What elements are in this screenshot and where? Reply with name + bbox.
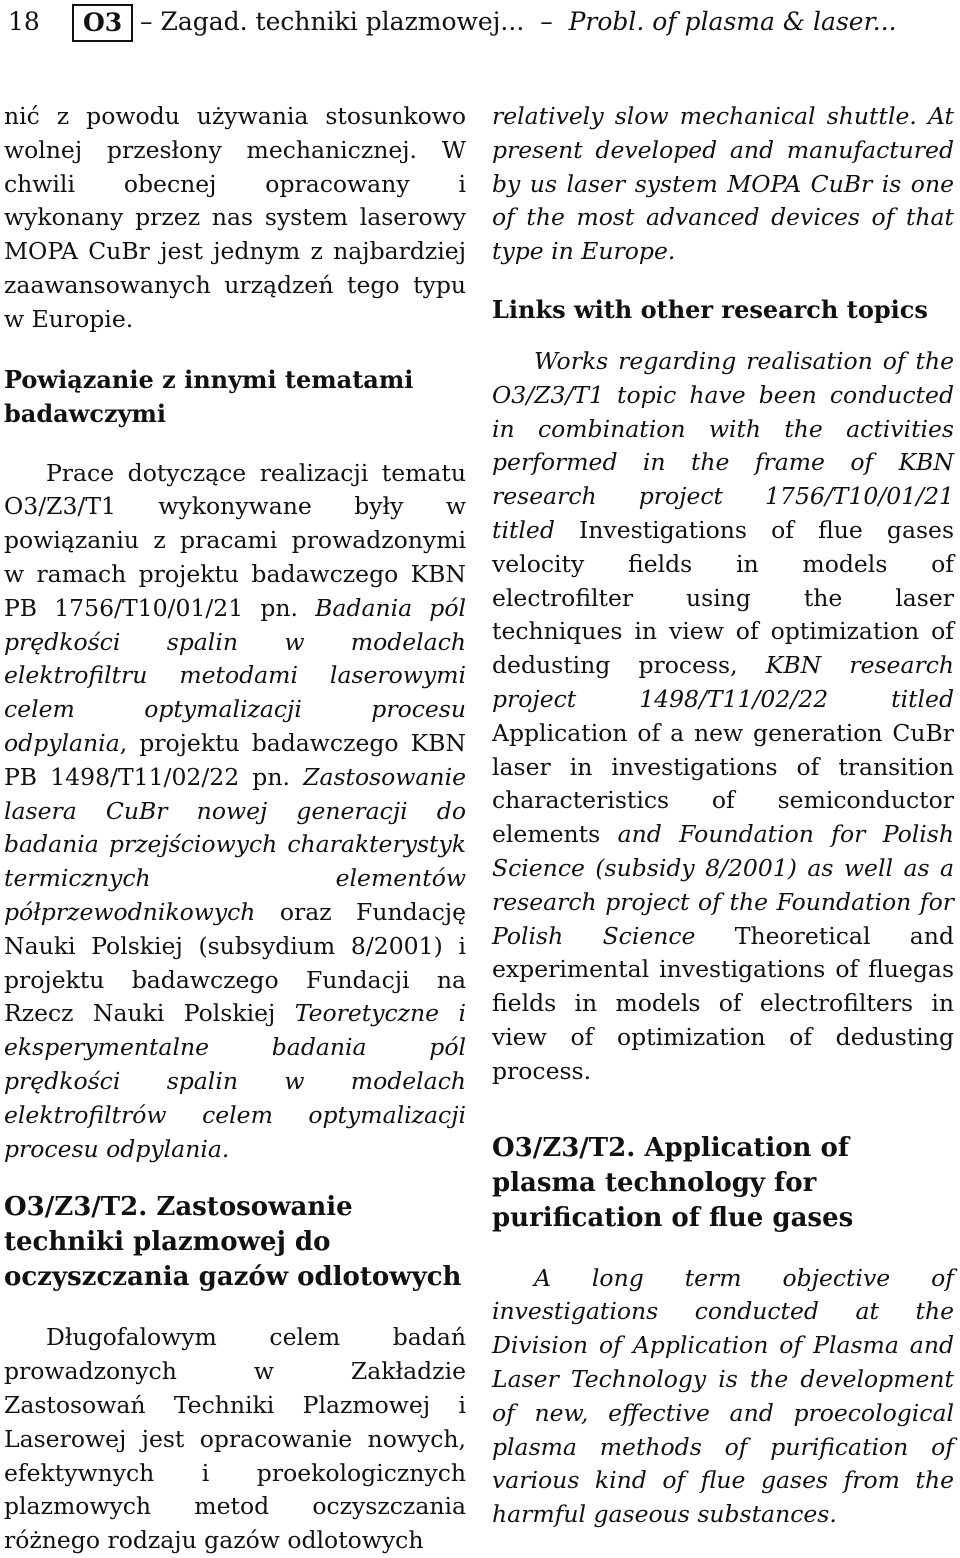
- right-links-text-c: KBN research project 1498/T11/02/22 titled: [492, 651, 954, 713]
- header-title-pl: – Zagad. techniki plazmowej...: [140, 7, 525, 36]
- left-links-title-1: Badania pól prędkości spalin w modelach elektrofiltru metodami laserowymi celem optymalizacji procesu odpylania: [4, 593, 466, 757]
- left-links-text-a: Prace dotyczące realizacji tematu O3/Z3/T1 wykonywane były w powiązaniu z pracami prowadzonymi w ramach projektu badawczego KBN PB 1756/T10/01/21 pn.: [4, 458, 466, 622]
- right-links-title-3: Theoretical and experimental investigations of fluegas fields in models of electrofilters in view of optimization of dedusting process.: [492, 921, 954, 1085]
- section-code-box: O3: [72, 4, 133, 42]
- left-links-title-3: Teoretyczne i eksperymentalne badania pól prędkości spalin w modelach elektrofiltrów celem optymalizacji procesu odpylania.: [4, 999, 467, 1163]
- right-links-text-a: Works regarding realisation of the O3/Z3/T1 topic have been conducted in combination with the activities performed in the frame of KBN research project 1756/T10/01/21 titled: [492, 346, 954, 544]
- left-intro-paragraph: nić z powodu używania stosunkowo wolnej przesłony mechanicznej. W chwili obecnej opracowany i wykonany przez nas system laserowy MOPA CuBr jest jednym z najbardziej zaawansowanych urządzeń tego typu w Europie.: [4, 102, 466, 333]
- page-number: 18: [8, 7, 40, 36]
- right-column-english: [492, 100, 954, 1532]
- running-header: [0, 2, 960, 42]
- left-links-paragraph: [4, 457, 466, 1167]
- header-dash: –: [540, 7, 553, 36]
- left-heading-links: Powiązanie z innymi tematami badawczymi: [4, 364, 414, 428]
- left-links-title-2: Zastosowanie lasera CuBr nowej generacji do badania przejściowych charakterystyk termicznych elementów półprzewodnikowych: [4, 762, 466, 926]
- right-heading-t2: O3/Z3/T2. Application of plasma technology for purification of flue gases: [492, 1132, 854, 1233]
- header-titles: [140, 2, 897, 42]
- left-t2-paragraph: Długofalowym celem badań prowadzonych w Zakładzie Zastosowań Techniki Plazmowej i Laserowej jest opracowanie nowych, efektywnych i proekologicznych plazmowych metod oczyszczania różnego rodzaju gazów odlotowych: [4, 1323, 466, 1555]
- right-links-text-e: and Foundation for Polish Science (subsidy 8/2001) as well as a research project of the Foundation for Polish Science: [492, 820, 954, 950]
- right-links-title-1: Investigations of flue gases velocity fields in models of electrofilter using the laser techniques in view of optimization of dedusting process,: [492, 515, 954, 680]
- left-heading-t2: O3/Z3/T2. Zastosowanie techniki plazmowej do oczyszczania gazów odlotowych: [4, 1192, 462, 1293]
- left-links-text-e: oraz Fundację Nauki Polskiej (subsydium 8/2001) i projektu badawczego Fundacji na Rzecz Nauki Polskiej: [4, 897, 466, 1028]
- right-t2-paragraph: A long term objective of investigations conducted at the Division of Application of Plasma and Laser Technology is the development of new, effective and proecological plasma methods of purification of various kind of flue gases from the harmful gaseous substances.: [492, 1263, 954, 1529]
- right-links-paragraph: [492, 345, 954, 1089]
- header-title-en: Probl. of plasma & laser...: [568, 7, 897, 36]
- right-heading-links: Links with other research topics: [492, 294, 928, 324]
- right-intro-paragraph: relatively slow mechanical shuttle. At present developed and manufactured by us laser system MOPA CuBr is one of the most advanced devices of that type in Europe.: [492, 102, 954, 266]
- right-links-title-2: Application of a new generation CuBr laser in investigations of transition characteristics of semiconductor elements: [492, 718, 954, 849]
- left-column-polish: [4, 100, 466, 1558]
- left-links-text-c: , projektu badawczego KBN PB 1498/T11/02/22 pn.: [4, 728, 466, 791]
